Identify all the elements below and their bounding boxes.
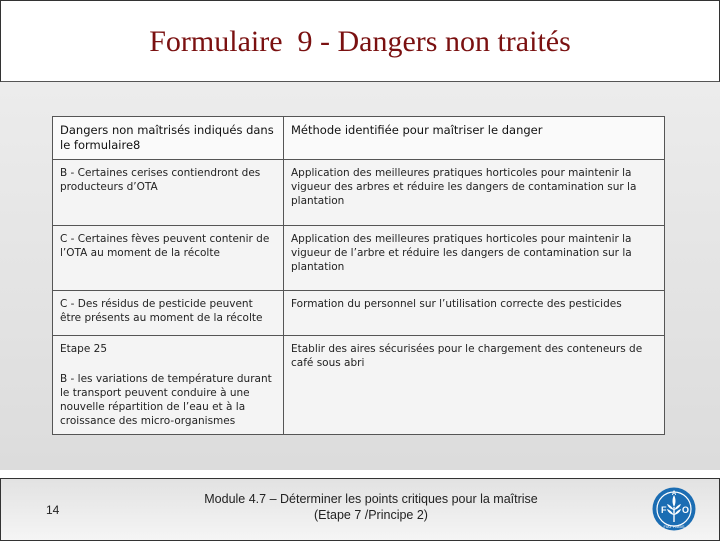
header-method: Méthode identifiée pour maîtriser le danger [284,117,665,160]
hazard-cell: C - Certaines fèves peuvent contenir de l’OTA au moment de la récolte [53,226,284,291]
page-number: 14 [46,503,60,517]
table-row [53,291,665,336]
logo-letter-a: A [671,491,677,497]
table-row [53,160,665,226]
method-cell: Etablir des aires sécurisées pour le chargement des conteneurs de café sous abri [284,336,665,435]
hazard-cell: B - Certaines cerises contiendront des producteurs d’OTA [53,160,284,226]
logo-motto: FIAT PANIS [663,524,685,529]
hazard-cell: C - Des résidus de pesticide peuvent être présents au moment de la récolte [53,291,284,336]
hazard-cell [53,336,284,435]
hazard-detail: B - les variations de température durant le transport peuvent conduire à une nouvelle répartition de l’eau et à la croissance des micro-organismes [60,373,272,427]
footer-line-2: (Etape 7 /Principe 2) [314,508,428,522]
table-row [53,226,665,291]
method-cell: Application des meilleures pratiques horticoles pour maintenir la vigueur de l’arbre et réduire les dangers de contamination sur la plantation [284,226,665,291]
hazards-table [52,116,665,435]
step-label: Etape 25 [60,343,108,355]
table-header-row [53,117,665,160]
method-cell: Application des meilleures pratiques horticoles pour maintenir la vigueur des arbres et réduire les dangers de contamination sur la plantation [284,160,665,226]
cell-spacer [60,356,276,372]
slide-content [0,82,720,470]
logo-letter-f: F [661,505,667,515]
slide-title: Formulaire 9 - Dangers non traités [149,25,571,58]
table-row [53,336,665,435]
footer [0,478,720,541]
fao-logo-icon [651,486,697,532]
title-bar [0,0,720,82]
header-hazards: Dangers non maîtrisés indiqués dans le formulaire8 [53,117,284,160]
footer-line-1: Module 4.7 – Déterminer les points critiques pour la maîtrise [204,492,538,506]
method-cell: Formation du personnel sur l’utilisation correcte des pesticides [284,291,665,336]
logo-letter-o: O [682,505,690,515]
footer-caption [151,491,591,523]
